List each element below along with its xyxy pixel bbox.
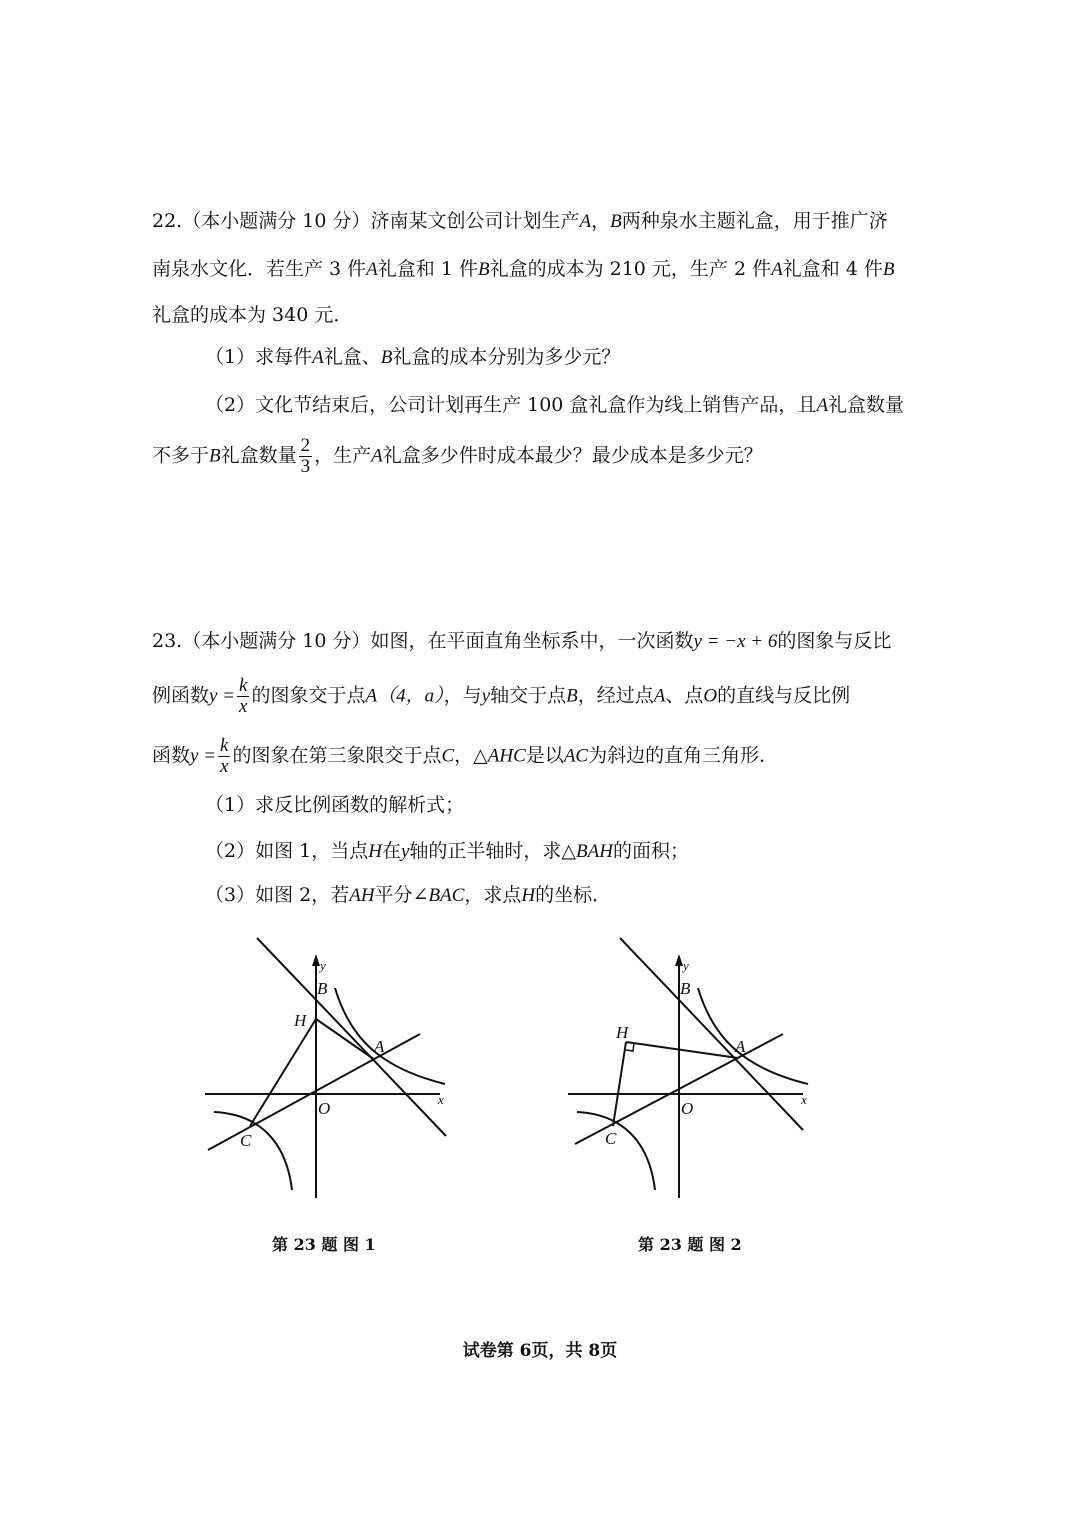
fig1-hyperbola-branch-3: [214, 1112, 292, 1190]
figure-2: [563, 930, 823, 1210]
fig1-y-arrow: [312, 954, 320, 966]
fig2-label-B: B: [680, 979, 691, 998]
q22-part-2-cont: 不多于B礼盒数量 $\frac{2}{3}$ ，生产A礼盒多少件时成本最少？最少成本是多少元？: [152, 435, 763, 477]
q23-line-2: 例函数y = $\frac{k}{x}$ 的图象交于点A（4，a），与y轴交于点B，经过点A、点O的直线与反比例: [152, 675, 851, 717]
fig2-segment-HC: [613, 1042, 626, 1126]
figure-1: [200, 930, 460, 1210]
page-footer: 试卷第 6页，共 8页: [462, 1341, 618, 1361]
q22-score: （本小题满分 10 分）: [182, 210, 371, 232]
fig1-label-y: y: [320, 958, 326, 973]
fig2-right-angle-mark: [626, 1043, 634, 1051]
q23-line-1: 23.（本小题满分 10 分）如图，在平面直角坐标系中，一次函数y = −x + 6的图象与反比: [152, 630, 892, 652]
q23-score: （本小题满分 10 分）: [182, 630, 371, 652]
q22-part-2: （2）文化节结束后，公司计划再生产 100 盒礼盒作为线上销售产品，且A礼盒数量: [205, 394, 905, 416]
q23-part-3: （3）如图 2，若AH平分∠BAC，求点H的坐标．: [205, 884, 612, 906]
q22-part-1: （1）求每件A礼盒、B礼盒的成本分别为多少元？: [205, 346, 621, 368]
fig2-label-y: y: [683, 958, 689, 973]
q23-number: 23.: [152, 630, 183, 652]
fig1-label-B: B: [317, 979, 328, 998]
fig2-label-O: O: [681, 1099, 694, 1118]
fig2-y-arrow: [675, 954, 683, 966]
q22-line-2: 南泉水文化．若生产 3 件A礼盒和 1 件B礼盒的成本为 210 元，生产 2 件A礼盒和 4 件B: [152, 258, 895, 280]
fig1-line-AB: [257, 938, 446, 1136]
fraction-two-thirds: $\frac{2}{3}$: [300, 435, 311, 477]
fig1-label-O: O: [318, 1099, 331, 1118]
q22-line-3: 礼盒的成本为 340 元．: [152, 304, 353, 326]
fig1-label-C: C: [240, 1131, 252, 1150]
fig2-label-C: C: [605, 1129, 617, 1148]
fig1-label-H: H: [294, 1011, 307, 1030]
linear-function-equation: y = −x + 6: [693, 631, 778, 652]
q23-line-3: 函数y = $\frac{k}{x}$ 的图象在第三象限交于点C，△AHC是以AC为斜边的直角三角形．: [152, 735, 779, 777]
fig2-hyperbola-branch-3: [577, 1112, 655, 1190]
fig2-line-AB: [620, 938, 803, 1130]
q22-number: 22.: [152, 210, 183, 232]
fig2-label-H: H: [616, 1023, 629, 1042]
fig1-label-A: A: [374, 1037, 385, 1056]
fig2-label-A: A: [735, 1037, 746, 1056]
fraction-k-over-x-2: $\frac{k}{x}$: [220, 735, 229, 777]
figure-2-caption: 第 23 题 图 2: [638, 1235, 742, 1254]
fig1-segment-HA: [316, 1019, 375, 1060]
figure-1-caption: 第 23 题 图 1: [272, 1235, 376, 1254]
q23-part-2: （2）如图 1，当点H在y轴的正半轴时，求△BAH的面积；: [205, 840, 689, 862]
q22-line-1: 22.（本小题满分 10 分）济南某文创公司计划生产A，B两种泉水主题礼盒，用于推广济: [152, 210, 888, 232]
fig2-label-x: x: [801, 1092, 807, 1107]
fig1-label-x: x: [438, 1092, 444, 1107]
q23-part-1: （1）求反比例函数的解析式；: [205, 794, 465, 816]
fraction-k-over-x: $\frac{k}{x}$: [239, 675, 248, 717]
